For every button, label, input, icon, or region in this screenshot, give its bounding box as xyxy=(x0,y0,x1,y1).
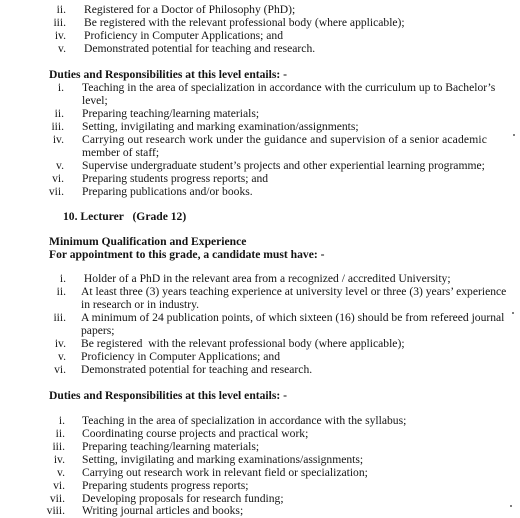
list-item-number: ii. xyxy=(55,427,65,440)
list-item-number: iv. xyxy=(53,453,65,466)
list-item-text: At least three (3) years teaching experience at university level or three (3) years’ experience xyxy=(81,285,507,298)
list-item-number: iii. xyxy=(51,120,64,133)
duties-heading: Duties and Responsibilities at this level entails: - xyxy=(49,389,288,402)
list-item-text: Be registered with the relevant professional body (where applicable); xyxy=(81,337,405,350)
list-item-number: ii. xyxy=(54,107,64,120)
scan-speck xyxy=(513,134,515,136)
list-item-number: vii. xyxy=(49,492,65,505)
scan-speck xyxy=(512,312,514,314)
list-item-text: Preparing students progress reports; and xyxy=(82,172,269,185)
list-item-text: Carrying out research work under the guidance and supervision of a senior academic xyxy=(82,133,488,146)
list-item-text: Preparing teaching/learning materials; xyxy=(82,440,260,453)
list-item-text: Proficiency in Computer Applications; and xyxy=(84,29,283,42)
list-item-text: Coordinating course projects and practical work; xyxy=(82,427,309,440)
list-item-number: vii. xyxy=(48,185,64,198)
section-title: 10. Lecturer (Grade 12) xyxy=(63,210,187,223)
list-item-text: Proficiency in Computer Applications; and xyxy=(81,350,280,363)
list-item-text: Writing journal articles and books; xyxy=(82,504,244,517)
list-item-number: vi. xyxy=(52,172,64,185)
appointment-heading: For appointment to this grade, a candidate must have: - xyxy=(49,248,325,261)
list-item-number: v. xyxy=(56,159,64,172)
list-item-number: ii. xyxy=(56,285,66,298)
list-item-text: Teaching in the area of specialization in accordance with the curriculum up to Bachelor’s xyxy=(82,81,496,94)
list-item-number: i. xyxy=(59,272,66,285)
list-item-text: A minimum of 24 publication points, of which sixteen (16) should be from refereed journal xyxy=(81,311,505,324)
list-item-text: Teaching in the area of specialization in accordance with the syllabus; xyxy=(82,414,407,427)
list-item-number: iii. xyxy=(52,440,65,453)
list-item-number: viii. xyxy=(46,504,65,517)
list-item-text: in research or in industry. xyxy=(81,298,200,311)
list-item-text: Setting, invigilating and marking examination/assignments; xyxy=(82,120,359,133)
list-item-number: iii. xyxy=(53,311,66,324)
list-item-number: v. xyxy=(58,42,66,55)
list-item-text: Registered for a Doctor of Philosophy (PhD); xyxy=(84,3,296,16)
list-item-number: ii. xyxy=(56,3,66,16)
list-item-number: iii. xyxy=(53,16,66,29)
list-item-number: iv. xyxy=(52,133,64,146)
list-item-number: v. xyxy=(58,350,66,363)
list-item-number: v. xyxy=(57,466,65,479)
list-item-text: Preparing teaching/learning materials; xyxy=(82,107,260,120)
list-item-text: Demonstrated potential for teaching and research. xyxy=(81,363,313,376)
scan-speck xyxy=(510,505,512,507)
list-item-number: i. xyxy=(57,81,64,94)
list-item-text: Holder of a PhD in the relevant area from a recognized / accredited University; xyxy=(81,272,451,285)
list-item-number: iv. xyxy=(54,29,66,42)
list-item-text: member of staff; xyxy=(82,146,160,159)
list-item-text: Carrying out research work in relevant field or specialization; xyxy=(82,466,368,479)
duties-heading: Duties and Responsibilities at this level entails: - xyxy=(49,68,288,81)
list-item-number: vi. xyxy=(54,363,66,376)
list-item-text: Supervise undergraduate student’s projects and other experiential learning programme; xyxy=(82,159,485,172)
list-item-text: level; xyxy=(82,94,108,107)
list-item-text: Preparing students progress reports; xyxy=(82,479,249,492)
list-item-number: i. xyxy=(58,414,65,427)
list-item-text: Developing proposals for research funding; xyxy=(82,492,284,505)
list-item-text: Demonstrated potential for teaching and research. xyxy=(84,42,316,55)
list-item-text: Setting, invigilating and marking examinations/assignments; xyxy=(82,453,364,466)
list-item-text: Preparing publications and/or books. xyxy=(82,185,253,198)
list-item-number: vi. xyxy=(53,479,65,492)
list-item-number: iv. xyxy=(54,337,66,350)
min-qualification-heading: Minimum Qualification and Experience xyxy=(49,235,247,248)
list-item-text: papers; xyxy=(81,324,115,337)
list-item-text: Be registered with the relevant professional body (where applicable); xyxy=(84,16,405,29)
